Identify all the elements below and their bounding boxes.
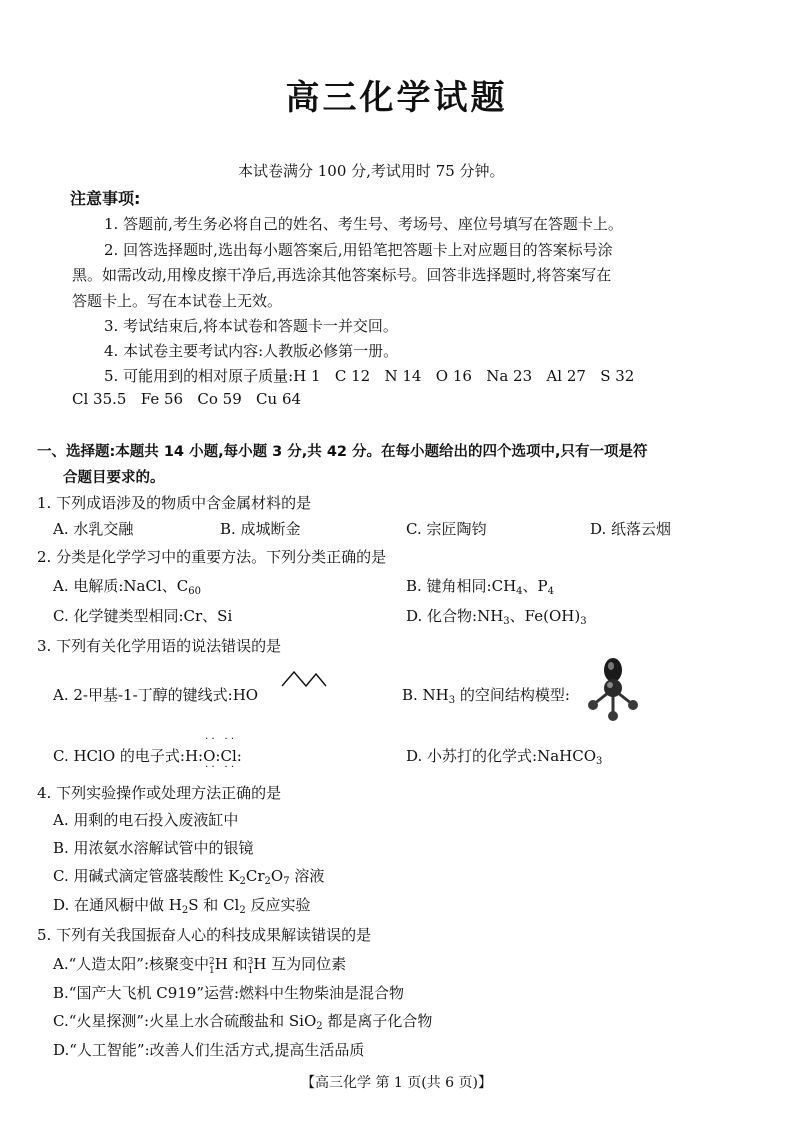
notice-item-5-line-2: Cl 35.5 Fe 56 Co 59 Cu 64	[72, 390, 302, 408]
q5-option-c: C.“火星探测”:火星上水合硫酸盐和 SiO$_2$ 都是离子化合物	[53, 1012, 433, 1032]
section-heading-line-1: 一、选择题:本题共 14 小题,每小题 3 分,共 42 分。在每小题给出的四个选项中,只有一项是符	[37, 444, 648, 460]
q2-stem: 2. 分类是化学学习中的重要方法。下列分类正确的是	[37, 548, 387, 566]
notice-item-2-line-1: 2. 回答选择题时,选出每小题答案后,用铅笔把答题卡上对应题目的答案标号涂	[104, 241, 613, 259]
page-footer: 【高三化学 第 1 页(共 6 页)】	[301, 1075, 492, 1091]
q3-option-a: A. 2-甲基-1-丁醇的键线式:HO	[53, 686, 259, 704]
notice-item-3: 3. 考试结束后,将本试卷和答题卡一并交回。	[104, 317, 398, 335]
q1-option-b: B. 成城断金	[220, 520, 301, 538]
q1-option-a: A. 水乳交融	[53, 520, 134, 538]
section-heading-line-2: 合题目要求的。	[63, 470, 165, 486]
q5-option-d: D.“人工智能”:改善人们生活方式,提高生活品质	[53, 1041, 365, 1059]
notice-item-2-line-3: 答题卡上。写在本试卷上无效。	[72, 292, 283, 310]
notice-item-5-line-1: 5. 可能用到的相对原子质量:H 1 C 12 N 14 O 16 Na 23 Al 27 S 32	[104, 367, 635, 385]
notice-item-2-line-2: 黑。如需改动,用橡皮擦干净后,再选涂其他答案标号。回答非选择题时,将答案写在	[72, 266, 612, 284]
paper-title: 高三化学试题	[285, 78, 508, 118]
q1-stem: 1. 下列成语涉及的物质中含金属材料的是	[37, 494, 312, 512]
notice-heading: 注意事项:	[70, 189, 141, 208]
q4-option-c: C. 用碱式滴定管盛装酸性 $K_2Cr_2O_7$ 溶液	[53, 867, 325, 887]
q1-option-c: C. 宗匠陶钧	[406, 520, 487, 538]
q5-option-b: B.“国产大飞机 C919”运营:燃料中生物柴油是混合物	[53, 984, 405, 1002]
q3-option-c: C. HClO 的电子式:H: · · O · · : · · Cl · · :	[53, 734, 242, 773]
q5-stem: 5. 下列有关我国振奋人心的科技成果解读错误的是	[37, 926, 372, 944]
q2-option-a: A. 电解质:NaCl、$C_{60}$	[53, 577, 201, 597]
q4-option-b: B. 用浓氨水溶解试管中的银镜	[53, 839, 254, 857]
nh3-model-image	[584, 656, 642, 724]
q2-option-c: C. 化学键类型相同:Cr、Si	[53, 607, 233, 625]
notice-item-1: 1. 答题前,考生务必将自己的姓名、考生号、考场号、座位号填写在答题卡上。	[104, 215, 623, 233]
q5-option-a: A.“人造太阳”:核聚变中2 1H 和3 1H 互为同位素	[53, 955, 347, 976]
q2-option-d: D. 化合物$:NH_3$、$Fe(OH)_3$	[406, 607, 587, 627]
q3-option-d: D. 小苏打的化学式:NaHCO$_3$	[406, 747, 603, 767]
exam-info: 本试卷满分 100 分,考试用时 75 分钟。	[238, 162, 505, 180]
q4-option-a: A. 用剩的电石投入废液缸中	[53, 811, 239, 829]
skeletal-formula-image	[280, 668, 330, 690]
q4-option-d: D. 在通风橱中做 $H_2S$ 和 $Cl_2$ 反应实验	[53, 896, 311, 916]
q3-stem: 3. 下列有关化学用语的说法错误的是	[37, 637, 282, 655]
notice-item-4: 4. 本试卷主要考试内容:人教版必修第一册。	[104, 342, 399, 360]
q2-option-b: B. 键角相同$:CH_4$、$P_4$	[406, 577, 555, 597]
q3-option-b: B. $NH_3$ 的空间结构模型:	[402, 686, 570, 706]
q1-option-d: D. 纸落云烟	[590, 520, 672, 538]
q4-stem: 4. 下列实验操作或处理方法正确的是	[37, 784, 282, 802]
